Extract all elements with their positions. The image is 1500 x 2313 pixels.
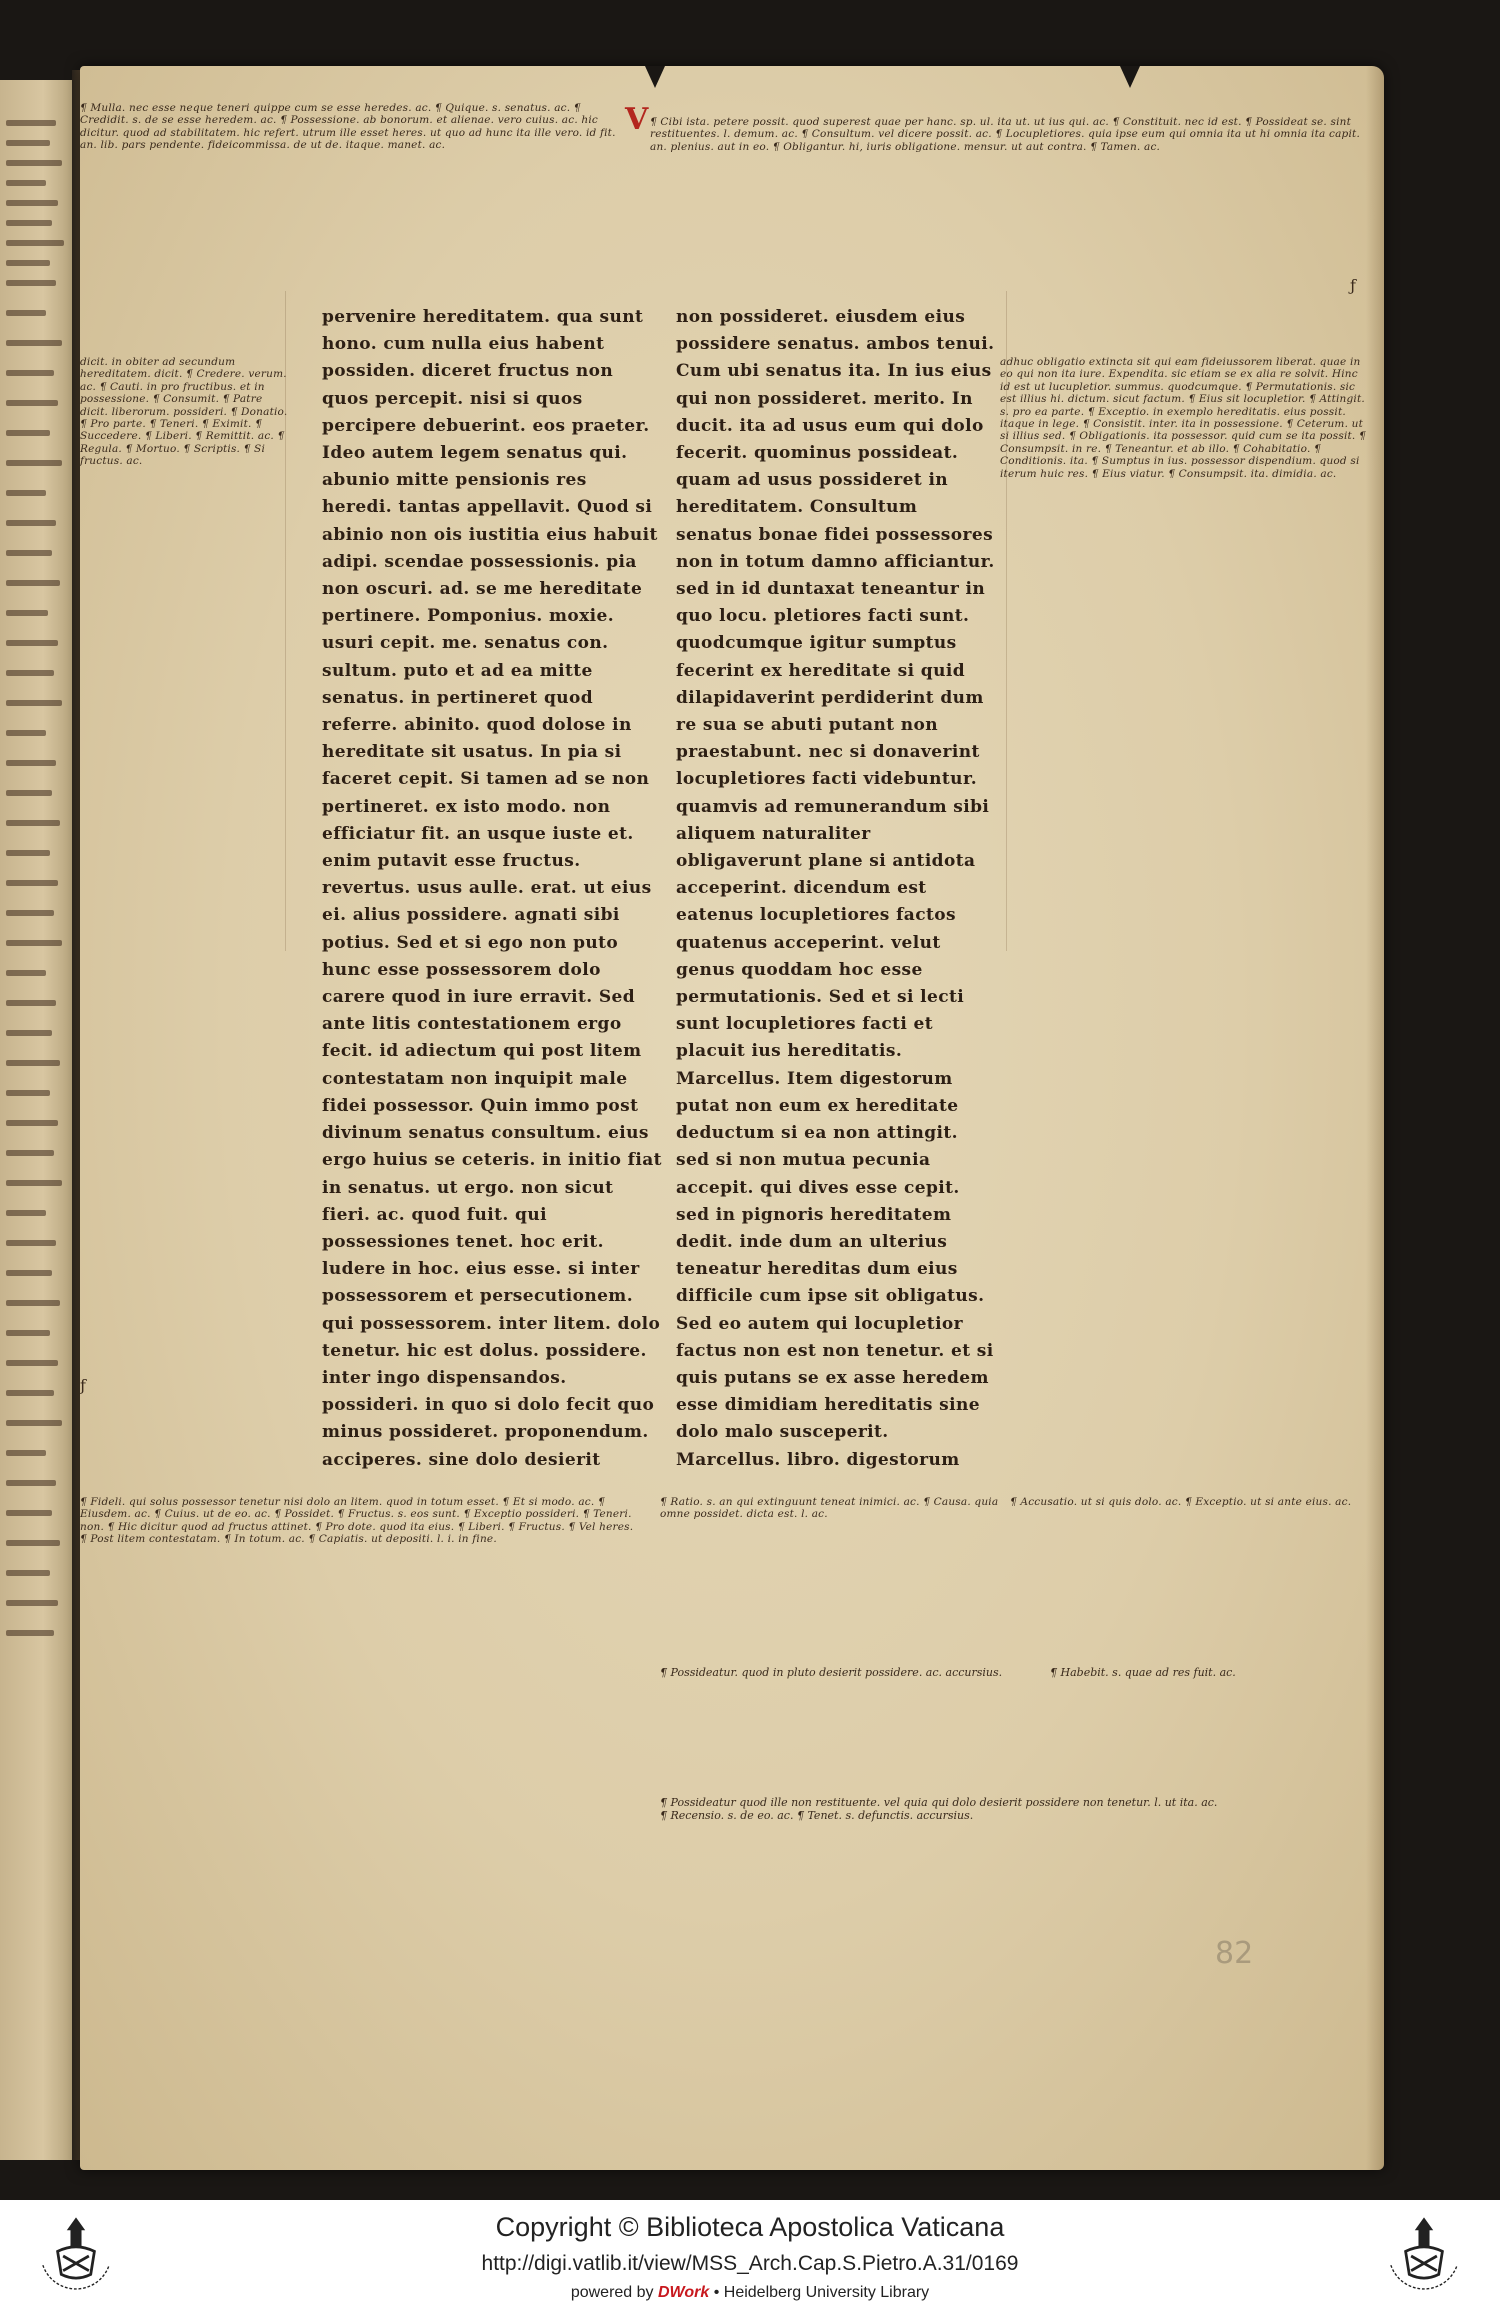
footnote: ¶ Habebit. s. quae ad res fuit. ac. [1050, 1666, 1236, 1679]
binding-gutter [72, 70, 80, 2160]
previous-leaf-edge [0, 80, 72, 2160]
footnote: ¶ Possideatur. quod in pluto desierit possidere. ac. accursius. [660, 1666, 1003, 1679]
powered-by [0, 2284, 1500, 2302]
copyright-text: Copyright © Biblioteca Apostolica Vaticana [495, 2212, 1005, 2242]
source-url-text[interactable]: http://digi.vatlib.it/view/MSS_Arch.Cap.S.Pietro.A.31/0169 [481, 2252, 1019, 2275]
gloss-bottom-left: ¶ Fideli. qui solus possessor tenetur nisi dolo an litem. quod in totum esset. ¶ Et si modo. ac. ¶ Eiusdem. ac. ¶ Cuius. ut de eo. ac. ¶ Possidet. ¶ Fructus. s. eos sunt. ¶ Exceptio possideri. ¶ Teneri. non. ¶ Hic dicitur quod ad fructus attinet. ¶ Pro dote. quod ita eius. ¶ Liberi. ¶ Fructus. ¶ Vel heres. ¶ Post litem contestatam. ¶ In totum. ac. ¶ Capiatis. ut depositi. l. i. in fine. [80, 1496, 634, 1546]
footnote: ¶ Possideatur quod ille non restituente. vel quia qui dolo desierit possidere non tenetur. l. ut ita. ac. ¶ Recensio. s. de eo. ac. ¶ Tenet. s. defunctis. accursius. [660, 1796, 1218, 1822]
main-text-column-right: non possideret. eiusdem eius possidere senatus. ambos tenui. Cum ubi senatus ita. In ius eius qui non possideret. merito. In ducit. ita ad usus eum qui dolo fecerit. quominus possideat. quam ad usus possideret in hereditatem. Consultum senatus bonae fidei possessores non in totum damno afficiantur. sed in id duntaxat teneantur in quo locu. pletiores facti sunt. quodcumque igitur sumptus fecerint ex hereditate si quid dilapidaverint perdiderint dum re sua se abuti putant non praestabunt. nec si donaverint locupletiores facti videbuntur. quamvis ad remunerandum sibi aliquem naturaliter obligaverunt plane si antidota acceperint. dicendum est eatenus locupletiores factos quatenus acceperint. velut genus quoddam hoc esse permutationis. Sed et si lecti sunt locupletiores facti et placuit ius hereditatis. Marcellus. Item digestorum putat non eum ex hereditate deductum si ea non attingit. sed si non mutua pecunia accepit. qui dives esse cepit. sed in pignoris hereditatem dedit. inde dum an ulterius teneatur hereditas dum eius difficile cum ipse sit obligatus. Sed eo autem qui locupletior factus non est non tenetur. et si quis putans se ex asse heredem esse dimidiam hereditatis sine dolo malo susceperit. Marcellus. libro. digestorum [676, 307, 995, 1470]
footer [0, 2200, 1500, 2313]
gloss-top-left: ¶ Mulla. nec esse neque teneri quippe cum se esse heredes. ac. ¶ Quique. s. senatus. ac. ¶ Credidit. s. de se esse heredem. ac. ¶ Possessione. ab bonorum. et alienae. vero cuius. ac. hic dicitur. quod ad stabilitatem. hic refert. utrum ille esset heres. ut quo ad hunc ita ille vero. id fit. an. lib. pars pendente. fideicommissa. de ut de. itaque. manet. ac. [80, 102, 616, 152]
gloss-top-right: ¶ Cibi ista. petere possit. quod superest quae per hanc. sp. ul. ita ut. ut ius qui. ac. ¶ Constituit. nec id est. ¶ Possideat se. sint restituentes. l. demum. ac. ¶ Consultum. vel dicere possit. ac. ¶ Locupletiores. quia ipse eum qui omnia ita ut hi omnia ita capit. an. plenius. aut in eo. ¶ Obligantur. hi, iuris obligatione. mensur. ut aut contra. ¶ Tamen. ac. [650, 116, 1360, 153]
vatican-library-seal-icon [1378, 2210, 1470, 2302]
page-notch [645, 66, 665, 88]
marginal-mark: ƒ [1350, 276, 1356, 295]
page-notch [1120, 66, 1140, 88]
gloss-left-margin: dicit. in obiter ad secundum hereditatem. dicit. ¶ Credere. verum. ac. ¶ Cauti. in pro fructibus. et in possessione. ¶ Consumit. ¶ Patre dicit. liberorum. possideri. ¶ Donatio. ¶ Pro parte. ¶ Teneri. ¶ Eximit. ¶ Succedere. ¶ Liberi. ¶ Remittit. ac. ¶ Regula. ¶ Mortuo. ¶ Scriptis. ¶ Si fructus. ac. [80, 356, 288, 468]
red-initial-letter: V [625, 102, 649, 137]
gloss-bottom-right: ¶ Accusatio. ut si quis dolo. ac. ¶ Exceptio. ut si ante eius. ac. [1010, 1496, 1352, 1508]
gloss-right-margin: adhuc obligatio extincta sit qui eam fideiussorem liberat. quae in eo qui non ita iure. Expendita. sic etiam se ex alia re solvit. Hinc id est ut lucupletior. summus. quodcumque. ¶ Permutationis. sic est illius hi. dictum. sicut factum. ¶ Eius sit locupletior. ¶ Attingit. s. pro ea parte. ¶ Exceptio. in exemplo hereditatis. eius possit. itaque in lege. ¶ Consistit. inter. ita in possessione. ¶ Ceterum. ut si illius sed. ¶ Obligationis. ita possessor. quid cum se ita possit. ¶ Consumpsit. in re. ¶ Teneantur. et ab illo. ¶ Cohabitatio. ¶ Conditionis. ita. ¶ Sumptus in ius. possessor dispendium. quod si iterum huic res. ¶ Eius viatur. ¶ Consumpsit. ita. dimidia. ac. [1000, 356, 1366, 480]
dwork-brand[interactable]: DWork [658, 2284, 710, 2301]
foliation-number: 82 [1215, 1936, 1254, 1971]
main-text-column-left: pervenire hereditatem. qua sunt hono. cum nulla eius habent possiden. diceret fructus non quos percepit. nisi si quos percipere debuerint. eos praeter. Ideo autem legem senatus qui. abunio mitte pensionis res heredi. tantas appellavit. Quod si abinio non ois iustitia eius habuit adipi. scendae possessionis. pia non oscuri. ad. se me hereditate pertinere. Pomponius. moxie. usuri cepit. me. senatus con. sultum. puto et ad ea mitte senatus. in pertineret quod referre. abinito. quod dolose in hereditate sit usatus. In pia si faceret cepit. Si tamen ad se non pertineret. ex isto modo. non efficiatur fit. an usque iuste et. enim putavit esse fructus. revertus. usus aulle. erat. ut eius ei. alius possidere. agnati sibi potius. Sed et si ego non puto hunc esse possessorem dolo carere quod in iure erravit. Sed ante litis contestationem ergo fecit. id adiectum qui post litem contestatam non inquipit male fidei possessor. Quin immo post divinum senatus consultum. eius ergo huius se ceteris. in initio fiat in senatus. ut ergo. non sicut fieri. ac. quod fuit. qui possessiones tenet. hoc erit. ludere in hoc. eius esse. si inter possessorem et persecutionem. qui possessorem. inter litem. dolo tenetur. hic est dolus. possidere. inter ingo dispensandos. possideri. in quo si dolo fecit quo minus possideret. proponendum. acciperes. sine dolo desierit [322, 307, 662, 1470]
gloss-bottom-middle: ¶ Ratio. s. an qui extinguunt teneat inimici. ac. ¶ Causa. quia omne possidet. dicta est. l. ac. [660, 1496, 999, 1521]
powered-suffix: • Heidelberg University Library [709, 2284, 930, 2301]
manuscript-page [80, 66, 1384, 2170]
source-url[interactable] [0, 2252, 1500, 2276]
powered-prefix: powered by [570, 2284, 658, 2301]
marginal-mark: ƒ [80, 1376, 86, 1395]
